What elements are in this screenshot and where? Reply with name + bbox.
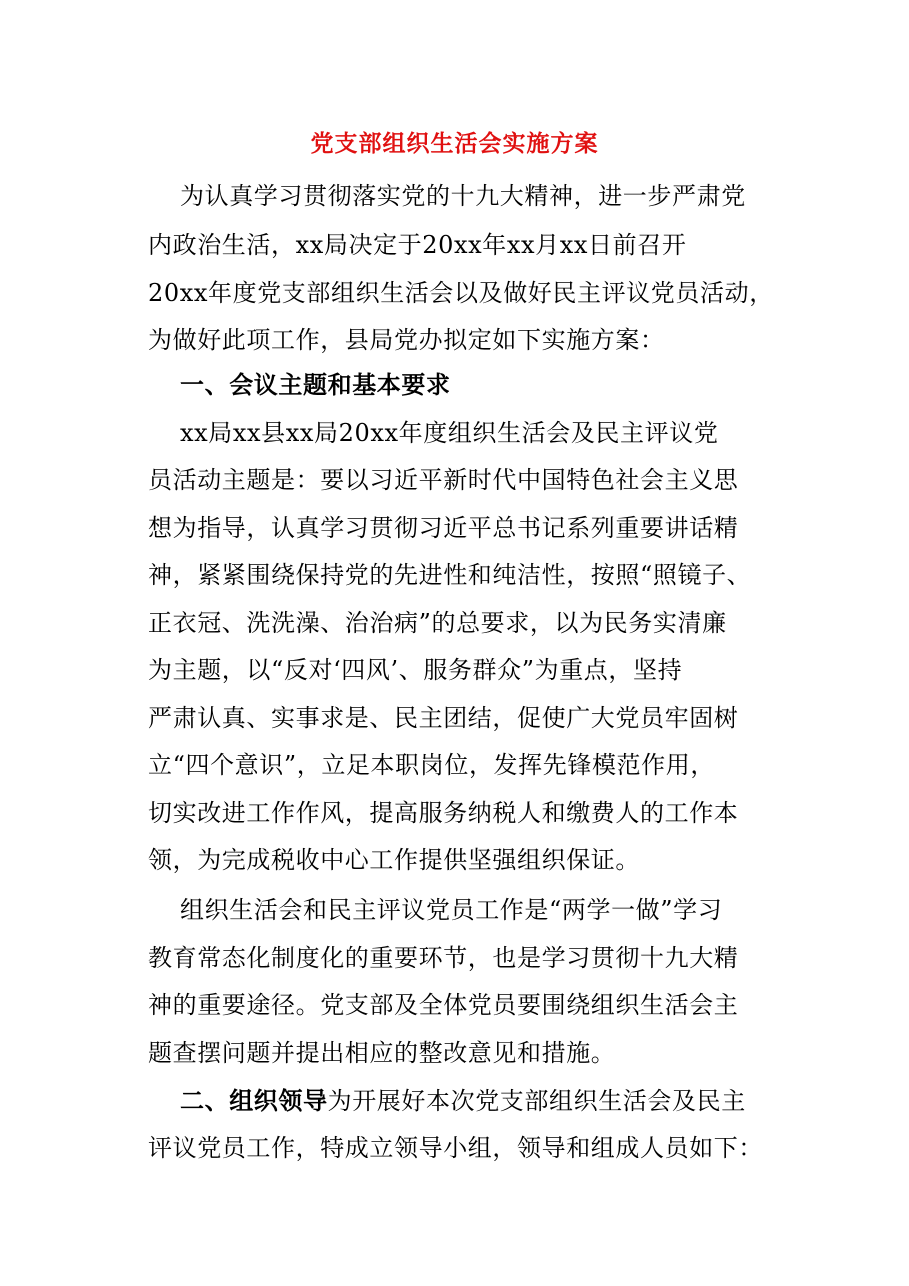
paragraph-line: 题查摆问题并提出相应的整改意见和措施。: [148, 1039, 616, 1067]
paragraph-line: 组织生活会和民主评议党员工作是“两学一做”学习: [180, 896, 723, 924]
paragraph-line: 为认真学习贯彻落实党的十九大精神，进一步严肃党: [180, 182, 746, 210]
paragraph-line: xx局xx县xx局20xx年度组织生活会及民主评议党: [180, 419, 719, 447]
paragraph-line: 神，紧紧围绕保持党的先进性和纯洁性，按照“照镜子、: [148, 561, 752, 589]
section-heading-1: 一、会议主题和基本要求: [180, 370, 451, 399]
paragraph-line: 内政治生活，xx局决定于20xx年xx月xx日前召开: [148, 231, 687, 259]
paragraph-line: 立“四个意识”，立足本职岗位，发挥先锋模范作用，: [148, 751, 715, 779]
paragraph-line: 神的重要途径。党支部及全体党员要围绕组织生活会主: [148, 991, 739, 1019]
paragraph-line: 为做好此项工作，县局党办拟定如下实施方案：: [148, 326, 665, 354]
paragraph-line: 正衣冠、洗洗澡、治治病”的总要求，以为民务实清廉: [148, 609, 727, 637]
paragraph-line: 为开展好本次党支部组织生活会及民主: [327, 1087, 746, 1115]
paragraph-line: 员活动主题是：要以习近平新时代中国特色社会主义思: [148, 466, 739, 494]
paragraph-line: 严肃认真、实事求是、民主团结，促使广大党员牢固树: [148, 704, 739, 732]
paragraph-line: 想为指导，认真学习贯彻习近平总书记系列重要讲话精: [148, 514, 739, 542]
paragraph-line: 教育常态化制度化的重要环节，也是学习贯彻十九大精: [148, 944, 739, 972]
paragraph-line: 领，为完成税收中心工作提供坚强组织保证。: [148, 846, 640, 874]
section-heading-2: 二、组织领导: [180, 1086, 328, 1115]
paragraph-line: 评议党员工作，特成立领导小组，领导和组成人员如下：: [148, 1134, 763, 1162]
paragraph-line: 20xx年度党支部组织生活会以及做好民主评议党员活动，: [148, 279, 774, 307]
paragraph-line: 切实改进工作作风，提高服务纳税人和缴费人的工作本: [148, 799, 739, 827]
paragraph-line: 为主题，以“反对‘四风’、服务群众”为重点，坚持: [148, 656, 683, 684]
document-title: 党支部组织生活会实施方案: [310, 130, 599, 157]
section-heading-2-line: [180, 1083, 746, 1119]
